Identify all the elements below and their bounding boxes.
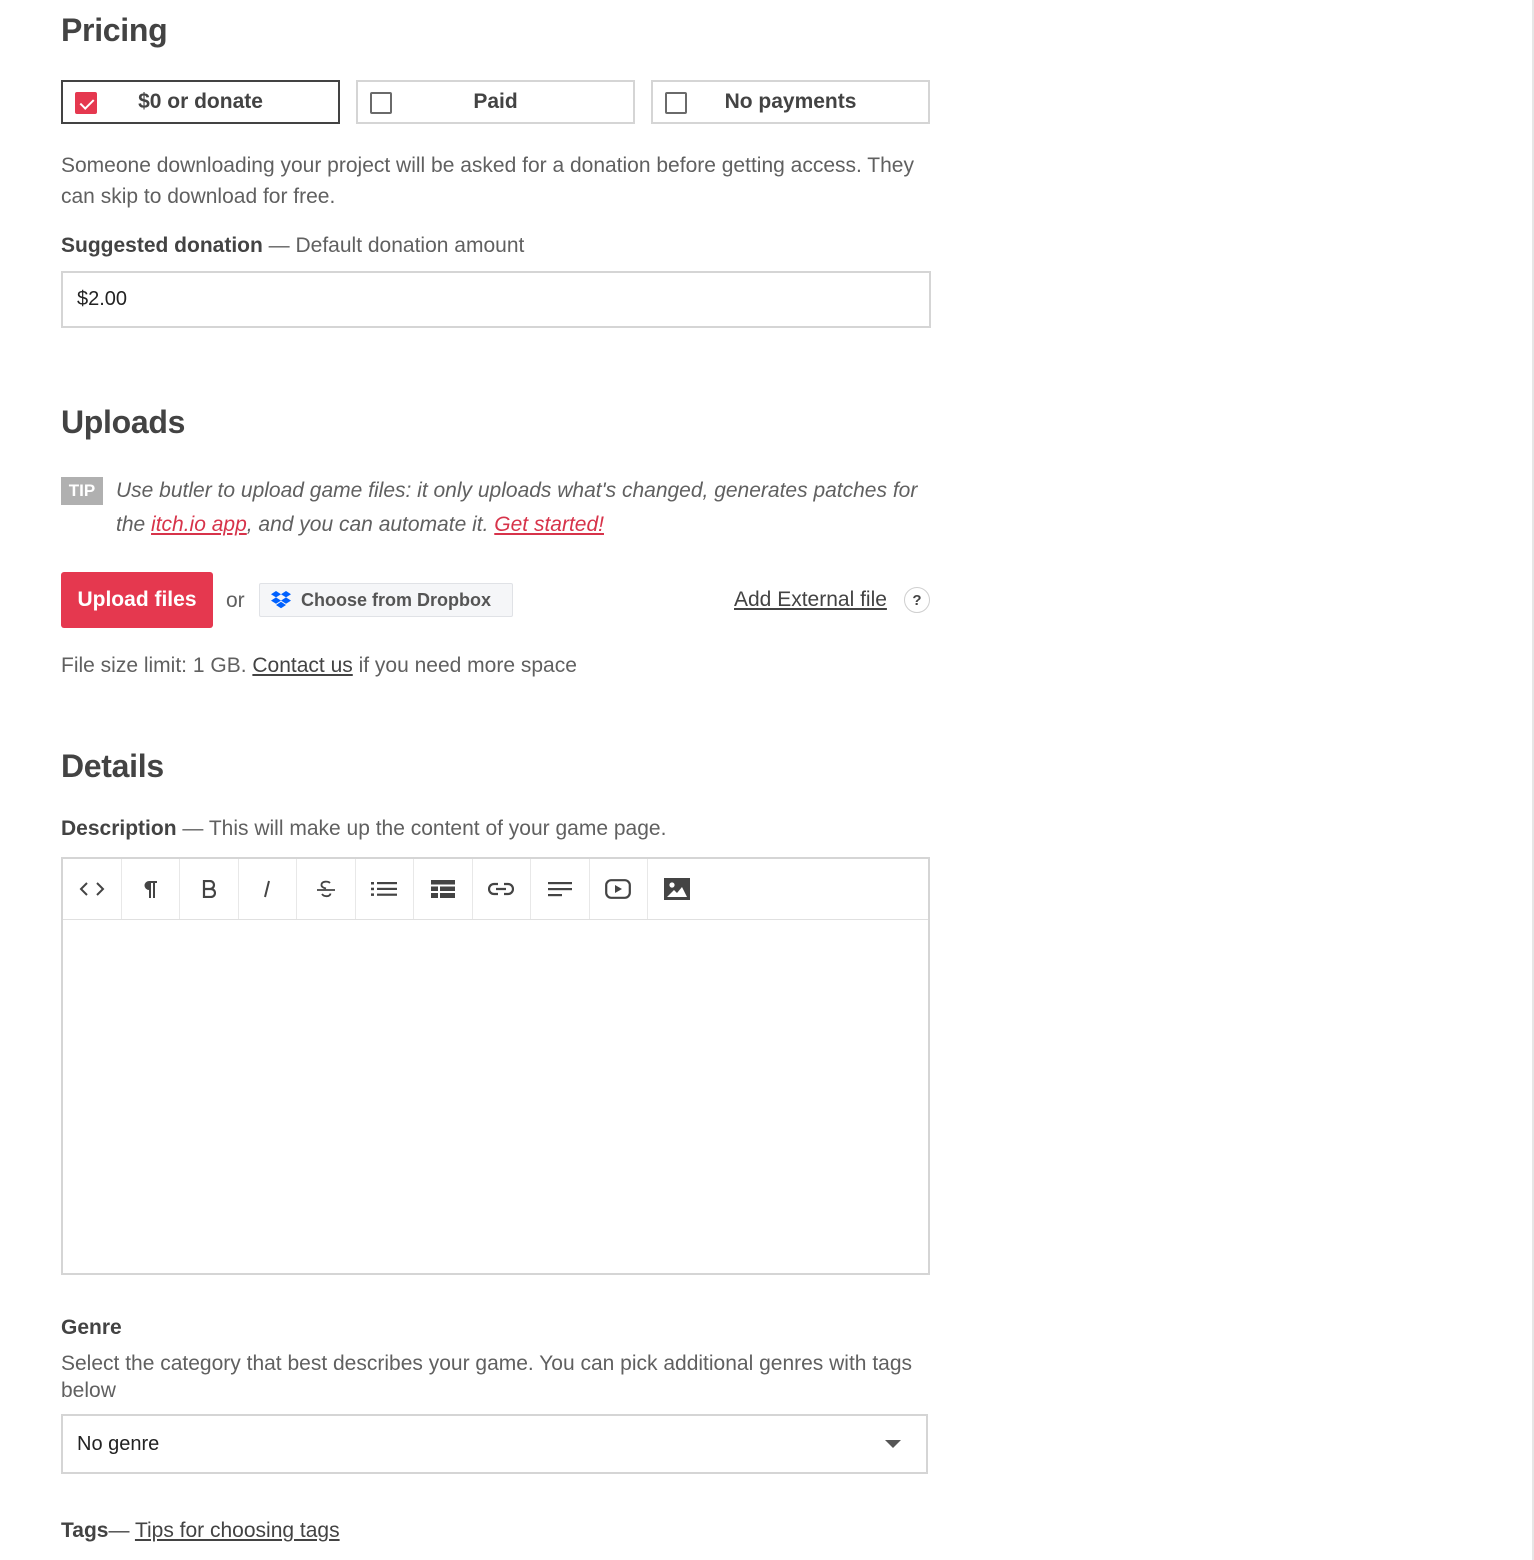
details-heading: Details xyxy=(61,748,164,784)
checkbox-icon xyxy=(665,92,687,114)
tip-text: , and you can automate it. xyxy=(246,513,495,536)
dropbox-icon xyxy=(270,590,292,610)
genre-select[interactable] xyxy=(61,1414,928,1474)
pricing-option-paid[interactable] xyxy=(356,80,635,124)
limit-text: if you need more space xyxy=(352,654,577,677)
suggested-donation-title: Suggested donation xyxy=(61,234,263,257)
tip-badge: TIP xyxy=(61,477,103,505)
video-embed-button[interactable] xyxy=(590,859,649,919)
pricing-option-no-payments[interactable] xyxy=(651,80,930,124)
description-hint: This will make up the content of your game page. xyxy=(208,817,667,840)
video-icon xyxy=(605,879,631,899)
pricing-option-label: No payments xyxy=(724,90,857,113)
paragraph-button[interactable] xyxy=(122,859,181,919)
code-view-icon xyxy=(79,881,105,897)
pricing-option-label: Paid xyxy=(473,90,518,113)
get-started-link[interactable]: Get started! xyxy=(494,513,604,536)
genre-description: Select the category that best describes your game. You can pick additional genres with tags below xyxy=(61,1352,913,1402)
align-icon xyxy=(548,881,572,897)
link-icon xyxy=(488,882,514,896)
strikethrough-icon xyxy=(316,879,336,899)
table-button[interactable] xyxy=(414,859,473,919)
image-button[interactable] xyxy=(648,859,707,919)
genre-selected-value: No genre xyxy=(77,1432,160,1455)
butler-tip xyxy=(116,474,936,542)
itch-app-link[interactable]: itch.io app xyxy=(151,513,247,536)
pricing-option-label: $0 or donate xyxy=(138,90,263,113)
help-icon[interactable]: ? xyxy=(904,587,930,613)
code-view-button[interactable] xyxy=(63,859,122,919)
description-textarea[interactable] xyxy=(63,920,928,1272)
label-separator: — xyxy=(262,234,296,257)
caret-down-icon xyxy=(885,1440,901,1448)
italic-button[interactable] xyxy=(239,859,298,919)
suggested-donation-hint: Default donation amount xyxy=(295,234,525,257)
choose-from-dropbox-button[interactable] xyxy=(259,583,513,617)
align-button[interactable] xyxy=(531,859,590,919)
description-label xyxy=(61,817,666,841)
table-icon xyxy=(431,880,455,898)
editor-toolbar xyxy=(63,859,928,920)
or-separator: or xyxy=(226,589,245,612)
pricing-heading: Pricing xyxy=(61,12,168,48)
bold-button[interactable] xyxy=(180,859,239,919)
tags-title: Tags xyxy=(61,1519,109,1542)
description-title: Description xyxy=(61,817,177,840)
pricing-option-donate[interactable] xyxy=(61,80,340,124)
strikethrough-button[interactable] xyxy=(297,859,356,919)
add-external-file-link[interactable]: Add External file xyxy=(734,588,887,611)
pricing-description: Someone downloading your project will be asked for a donation before getting access. They can skip to download for free. xyxy=(61,154,914,208)
tips-for-tags-link[interactable]: Tips for choosing tags xyxy=(134,1519,340,1542)
link-button[interactable] xyxy=(473,859,532,919)
uploads-heading: Uploads xyxy=(61,404,186,440)
suggested-donation-label xyxy=(61,234,524,258)
image-icon xyxy=(664,878,690,900)
contact-us-link[interactable]: Contact us xyxy=(252,654,353,677)
checkbox-checked-icon xyxy=(75,92,97,114)
limit-text: File size limit: 1 GB. xyxy=(61,654,253,677)
genre-label: Genre xyxy=(61,1316,122,1339)
suggested-donation-input[interactable] xyxy=(61,271,931,328)
italic-icon xyxy=(262,880,272,898)
bold-icon xyxy=(202,880,216,898)
pricing-options xyxy=(61,80,930,124)
bullet-list-icon xyxy=(371,881,397,897)
tags-label xyxy=(61,1519,340,1543)
label-separator: — xyxy=(176,817,209,840)
checkbox-icon xyxy=(370,92,392,114)
label-separator: — xyxy=(108,1519,135,1542)
upload-files-button[interactable]: Upload files xyxy=(61,572,213,628)
bullet-list-button[interactable] xyxy=(356,859,415,919)
description-editor xyxy=(61,857,930,1275)
paragraph-icon xyxy=(142,879,158,899)
file-size-limit xyxy=(61,654,577,678)
tip-text: Use butler to upload game files: it only uploads what's changed, generates patches for the xyxy=(116,479,918,536)
dropbox-button-label: Choose from Dropbox xyxy=(301,589,492,610)
